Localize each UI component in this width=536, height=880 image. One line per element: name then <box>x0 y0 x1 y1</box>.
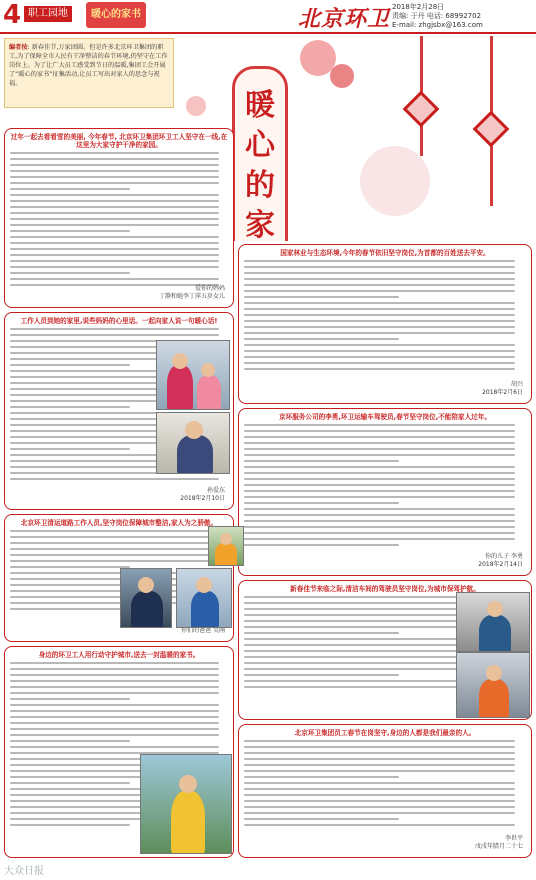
text-line <box>244 514 515 516</box>
text-line <box>244 746 515 748</box>
text-line <box>244 824 515 826</box>
text-line <box>10 260 219 262</box>
article-title: 国家林业与生态环境,今年的春节依旧坚守岗位,为首都的百姓送去平安。 <box>280 249 490 257</box>
text-line <box>244 806 515 808</box>
text-line <box>244 632 399 634</box>
worker-photo <box>156 412 230 474</box>
article-title: 过年一起去看看雪的美丽, 今年春节, 北京环卫集团环卫工人坚守在一线,在这里为大家守护干净的家园。 <box>10 133 228 149</box>
article-signature: 爱你的妈妈 丁静和她李丁萍五岁女儿 <box>158 285 225 300</box>
page-header <box>0 0 536 34</box>
text-line <box>244 338 399 340</box>
text-line <box>10 188 130 190</box>
text-line <box>244 478 515 480</box>
text-line <box>10 334 219 336</box>
text-line <box>10 566 130 568</box>
text-line <box>244 674 399 676</box>
text-line <box>244 436 515 438</box>
worker-photo <box>208 526 244 566</box>
text-line <box>10 328 219 330</box>
text-line <box>10 722 219 724</box>
worker-photo <box>140 754 232 854</box>
text-line <box>10 272 130 274</box>
text-line <box>244 818 399 820</box>
letter-article <box>238 408 532 576</box>
text-line <box>10 164 219 166</box>
text-line <box>244 344 515 346</box>
text-line <box>244 794 515 796</box>
text-line <box>10 560 219 562</box>
plum-blossom-icon <box>330 64 354 88</box>
text-line <box>10 710 219 712</box>
worker-photo <box>120 568 172 628</box>
article-signature: 你的儿子 李勇 2018年2月14日 <box>478 553 523 568</box>
plum-blossom-icon <box>186 96 206 116</box>
text-line <box>10 668 219 670</box>
text-line <box>10 782 130 784</box>
watermark: 大众日报 <box>4 866 44 877</box>
text-line <box>10 536 219 538</box>
text-line <box>10 242 219 244</box>
text-line <box>10 716 219 718</box>
text-line <box>244 532 515 534</box>
text-line <box>244 284 515 286</box>
text-line <box>244 430 515 432</box>
letter-article <box>4 128 234 308</box>
letter-article <box>238 244 532 404</box>
text-line <box>10 542 219 544</box>
article-signature: 李世平 戊戌年腊月二十七 <box>474 835 523 850</box>
text-line <box>244 484 515 486</box>
article-title: 身边的环卫工人用行动守护城市,送去一封温暖的家书。 <box>38 651 200 659</box>
text-line <box>244 800 515 802</box>
text-line <box>10 662 219 664</box>
text-line <box>10 236 219 238</box>
text-line <box>10 704 219 706</box>
worker-photo <box>456 652 530 718</box>
text-line <box>10 824 130 826</box>
text-line <box>244 326 515 328</box>
page-number: 4 <box>3 0 22 30</box>
article-signature: 胡兴 2018年2月6日 <box>482 381 523 396</box>
text-line <box>10 248 219 250</box>
text-line <box>10 698 130 700</box>
editor-meta <box>392 3 483 30</box>
text-line <box>244 290 515 292</box>
text-line <box>10 212 219 214</box>
article-title: 京环服务公司的李勇,环卫运输车驾驶员,春节坚守岗位,不能陪家人过年。 <box>279 413 491 421</box>
text-line <box>244 302 515 304</box>
plum-blossom-icon <box>360 146 430 216</box>
text-line <box>244 758 515 760</box>
text-line <box>10 680 219 682</box>
text-line <box>244 314 515 316</box>
chinese-knot-icon <box>473 111 510 148</box>
text-line <box>10 200 219 202</box>
column-title-badge: 暖心的家书 <box>86 2 146 28</box>
feature-title-char: 心 <box>245 128 275 163</box>
text-line <box>244 472 515 474</box>
text-line <box>10 176 219 178</box>
text-line <box>244 538 515 540</box>
article-body <box>244 424 526 546</box>
article-body <box>10 152 228 286</box>
text-line <box>244 764 515 766</box>
text-line <box>244 788 515 790</box>
article-signature: 你们的爸爸 吴刚 <box>181 627 225 634</box>
text-line <box>244 368 515 370</box>
article-title: 新春佳节来临之际,清洁车间的驾驶员坚守岗位,为城市保驾护航。 <box>290 585 480 593</box>
text-line <box>10 406 130 408</box>
text-line <box>10 608 130 610</box>
text-line <box>10 182 219 184</box>
text-line <box>244 460 399 462</box>
text-line <box>10 218 219 220</box>
text-line <box>10 686 219 688</box>
article-body <box>244 260 526 370</box>
text-line <box>244 362 515 364</box>
text-line <box>10 194 219 196</box>
editor-note-label: 编者按 <box>9 44 28 51</box>
worker-photo <box>176 568 232 628</box>
meta-line1: 责编: 于丹 电话: 68992702 <box>392 12 482 20</box>
text-line <box>10 734 219 736</box>
text-line <box>244 502 399 504</box>
text-line <box>244 490 515 492</box>
text-line <box>244 812 515 814</box>
text-line <box>10 254 219 256</box>
text-line <box>10 746 219 748</box>
text-line <box>244 320 515 322</box>
text-line <box>244 448 515 450</box>
text-line <box>244 770 515 772</box>
text-line <box>244 526 515 528</box>
text-line <box>10 224 219 226</box>
section-label: 职工园地 <box>24 6 72 22</box>
text-line <box>244 356 515 358</box>
text-line <box>10 674 219 676</box>
article-title: 工作人员到她的家里,说些妈妈的心里话。一起向家人说一句暖心话! <box>20 317 218 325</box>
text-line <box>10 548 219 550</box>
article-signature: 孙爱东 2018年2月10日 <box>180 487 225 502</box>
masthead-logo: 北京环卫 <box>298 6 391 32</box>
paper-date: 2018年2月28日 <box>392 3 445 11</box>
feature-title-char: 暖 <box>245 88 275 123</box>
text-line <box>244 508 515 510</box>
text-line <box>244 350 515 352</box>
text-line <box>244 752 515 754</box>
text-line <box>244 740 515 742</box>
worker-photo <box>456 592 530 652</box>
text-line <box>244 332 515 334</box>
text-line <box>10 740 130 742</box>
article-body <box>244 740 526 826</box>
text-line <box>10 158 219 160</box>
text-line <box>244 278 515 280</box>
text-line <box>244 776 399 778</box>
text-line <box>244 520 515 522</box>
meta-line2: E-mail: zhgjsbx@163.com <box>392 21 483 29</box>
text-line <box>10 266 219 268</box>
text-line <box>10 152 219 154</box>
text-line <box>244 454 515 456</box>
text-line <box>244 424 515 426</box>
text-line <box>244 272 515 274</box>
text-line <box>244 496 515 498</box>
text-line <box>244 308 515 310</box>
chinese-knot-icon <box>403 91 440 128</box>
text-line <box>10 170 219 172</box>
editor-note <box>4 38 174 108</box>
text-line <box>244 296 399 298</box>
text-line <box>10 364 130 366</box>
text-line <box>10 206 219 208</box>
text-line <box>244 466 515 468</box>
text-line <box>10 278 219 280</box>
text-line <box>10 728 219 730</box>
text-line <box>10 230 130 232</box>
family-photo <box>156 340 230 410</box>
letter-article <box>238 724 532 858</box>
feature-title-char: 家 <box>245 208 275 241</box>
feature-title-char: 的 <box>245 168 275 203</box>
article-title: 北京环卫集团员工春节在岗坚守,身边的人都是我们最亲的人。 <box>294 729 476 737</box>
text-line <box>10 530 219 532</box>
editor-note-text: : 新春佳节,万家团圆。但是许多北京环卫集团的职工,为了保障全市人民有干净整洁的春节环境,仍坚守在工作岗位上。为了让广大员工感受到节日的温暖,集团工会开展了“暖心的家书”征集活动,让员工写出对家人的思念与祝福。 <box>9 44 168 87</box>
article-title: 北京环卫清运道路工作人员,坚守岗位保障城市整洁,家人为之骄傲。 <box>20 519 218 527</box>
feature-title-scroll <box>232 66 288 241</box>
text-line <box>10 692 219 694</box>
text-line <box>10 554 219 556</box>
text-line <box>244 266 515 268</box>
text-line <box>244 544 399 546</box>
text-line <box>10 478 219 480</box>
text-line <box>244 442 515 444</box>
text-line <box>244 260 515 262</box>
text-line <box>10 448 130 450</box>
text-line <box>244 782 515 784</box>
